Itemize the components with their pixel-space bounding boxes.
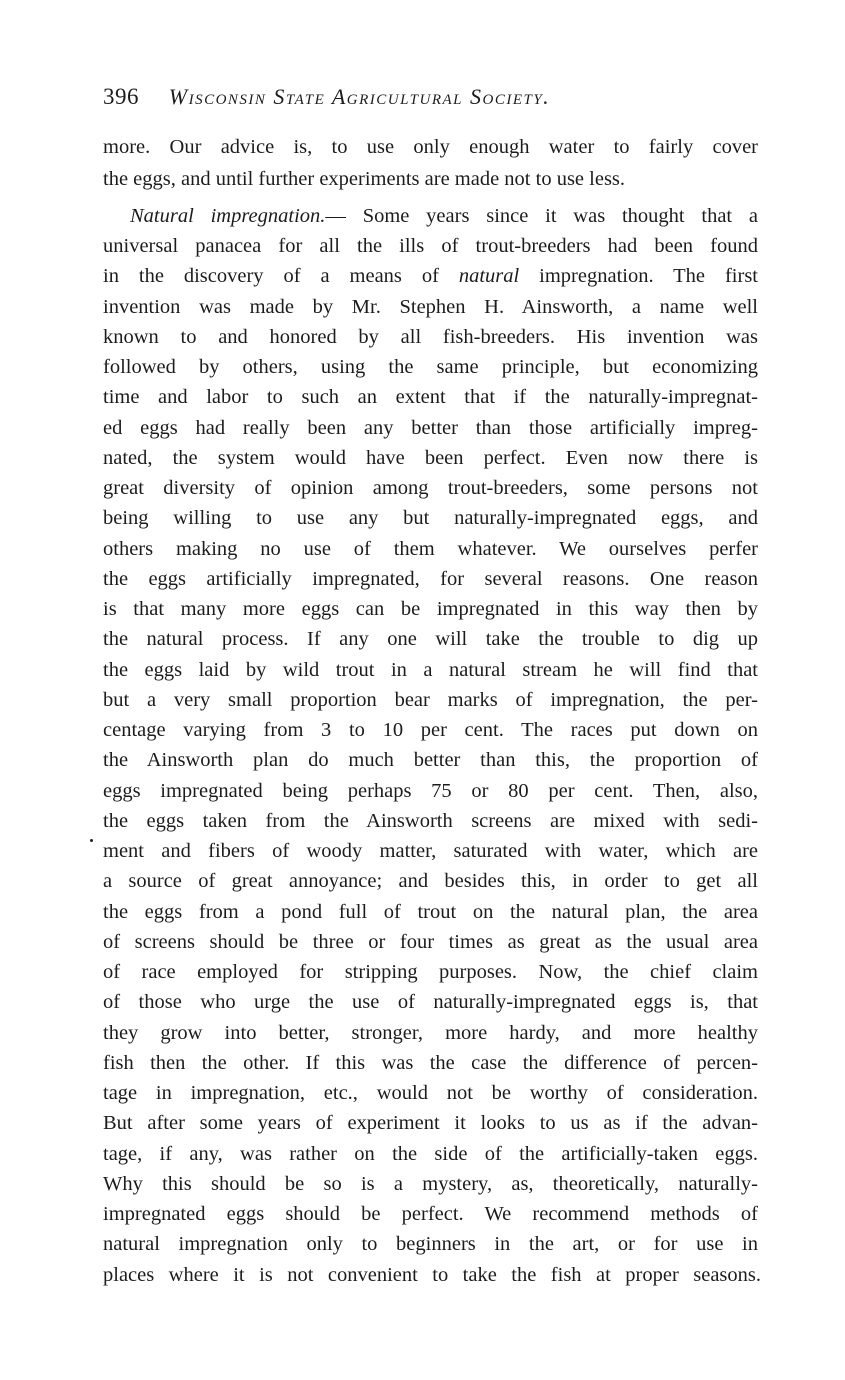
text-line: the Ainsworth plan do much better than this, the proportion of <box>103 749 758 771</box>
text-run: impregnation. The first <box>519 265 758 287</box>
text-line: the eggs, and until further experiments are made not to use less. <box>103 168 626 190</box>
page-number: 396 <box>103 84 139 109</box>
text-line: invention was made by Mr. Stephen H. Ainsworth, a name well <box>103 296 758 318</box>
text-line: places where it is not convenient to take the fish at proper seasons. <box>103 1264 761 1286</box>
text-line: they grow into better, stronger, more hardy, and more healthy <box>103 1022 758 1044</box>
text-line: followed by others, using the same principle, but economizing <box>103 356 758 378</box>
text-line: centage varying from 3 to 10 per cent. The races put down on <box>103 719 758 741</box>
text-line: the eggs taken from the Ainsworth screens are mixed with sedi- <box>103 810 758 832</box>
text-line: natural impregnation only to beginners in the art, or for use in <box>103 1233 758 1255</box>
text-line: impregnated eggs should be perfect. We recommend methods of <box>103 1203 758 1225</box>
text-line: tage, if any, was rather on the side of the artificially-taken eggs. <box>103 1143 758 1165</box>
text-run: in the discovery of a means of <box>103 265 459 287</box>
text-line: time and labor to such an extent that if the naturally-impregnat- <box>103 386 758 408</box>
text-line: great diversity of opinion among trout-breeders, some persons not <box>103 477 758 499</box>
text-line: more. Our advice is, to use only enough water to fairly cover <box>103 136 758 158</box>
text-line: of those who urge the use of naturally-impregnated eggs is, that <box>103 991 758 1013</box>
text-line: the eggs artificially impregnated, for several reasons. One reason <box>103 568 758 590</box>
text-line: tage in impregnation, etc., would not be worthy of consideration. <box>103 1082 758 1104</box>
section-heading: Natural impregnation. <box>130 205 326 227</box>
text-line: being willing to use any but naturally-impregnated eggs, and <box>103 507 758 529</box>
text-line: a source of great annoyance; and besides this, in order to get all <box>103 870 758 892</box>
text-run: — Some years since it was thought that a <box>325 205 759 227</box>
text-line: but a very small proportion bear marks of impregnation, the per- <box>103 689 758 711</box>
text-line: known to and honored by all fish-breeders. His invention was <box>103 326 758 348</box>
text-line: the eggs laid by wild trout in a natural stream he will find that <box>103 659 758 681</box>
text-line: ment and fibers of woody matter, saturated with water, which are <box>103 840 758 862</box>
text-line: ed eggs had really been any better than those artificially impreg- <box>103 417 758 439</box>
running-head <box>103 80 703 114</box>
text-line: fish then the other. If this was the case the difference of percen- <box>103 1052 758 1074</box>
text-line: the eggs from a pond full of trout on the natural plan, the area <box>103 901 758 923</box>
print-speck <box>90 839 93 842</box>
text-line: the natural process. If any one will take the trouble to dig up <box>103 628 758 650</box>
text-line: eggs impregnated being perhaps 75 or 80 per cent. Then, also, <box>103 780 758 802</box>
running-head-title: Wisconsin State Agricultural Society. <box>168 84 551 109</box>
text-line: But after some years of experiment it looks to us as if the advan- <box>103 1112 758 1134</box>
emphasis: natural <box>458 265 520 287</box>
paragraph-first-line <box>130 201 758 231</box>
text-line: nated, the system would have been perfect. Even now there is <box>103 447 758 469</box>
text-line: Why this should be so is a mystery, as, theoretically, naturally- <box>103 1173 758 1195</box>
text-line: is that many more eggs can be impregnated in this way then by <box>103 598 758 620</box>
text-line: universal panacea for all the ills of trout-breeders had been found <box>103 235 758 257</box>
text-line: of race employed for stripping purposes. Now, the chief claim <box>103 961 758 983</box>
text-line: others making no use of them whatever. We ourselves perfer <box>103 538 758 560</box>
text-line: of screens should be three or four times as great as the usual area <box>103 931 758 953</box>
text-line-with-emphasis <box>103 261 758 291</box>
